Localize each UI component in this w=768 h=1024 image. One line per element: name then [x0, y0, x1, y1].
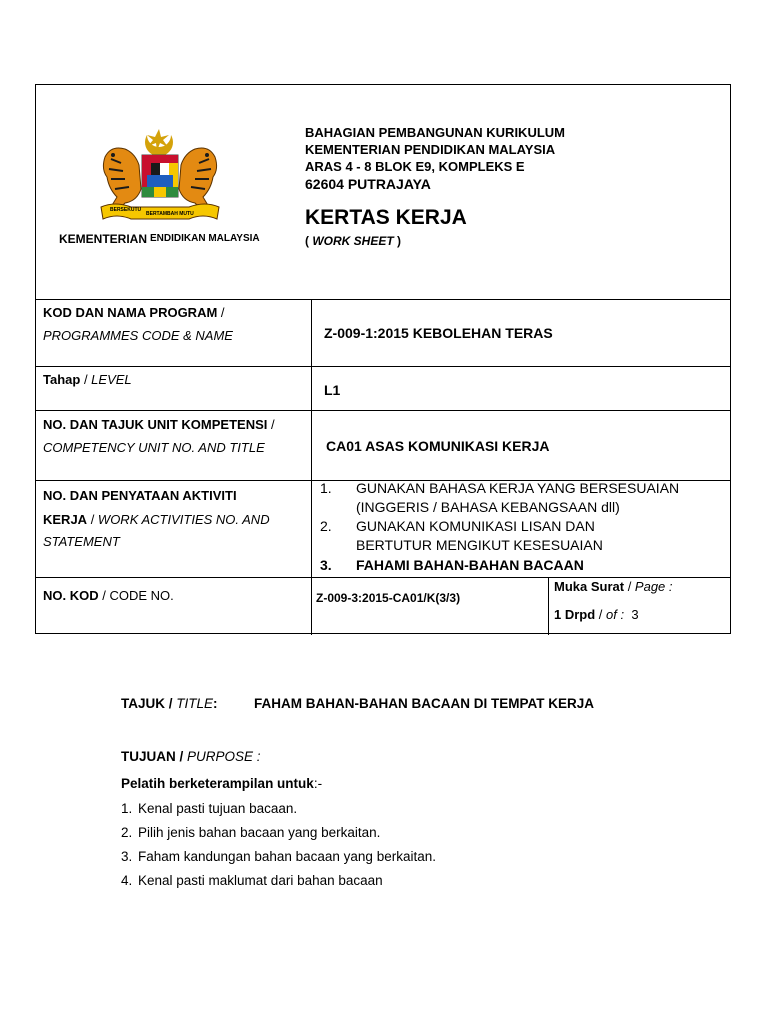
page-label — [554, 580, 673, 593]
label-separator: / — [595, 607, 607, 622]
table-rule — [36, 299, 730, 300]
table-rule — [36, 410, 730, 411]
level-label-ms: Tahap — [43, 372, 81, 387]
program-label-en: PROGRAMMES CODE & NAME — [43, 328, 233, 343]
page-label-en: Page : — [634, 579, 673, 594]
objective-text: Pilih jenis bahan bacaan yang berkaitan. — [138, 825, 381, 840]
label-separator: / — [624, 579, 635, 594]
activity-text: GUNAKAN KOMUNIKASI LISAN DAN — [356, 518, 595, 534]
activities-label-en-2: STATEMENT — [43, 534, 120, 549]
page-count — [554, 608, 639, 621]
subtitle-open: ( — [305, 234, 313, 248]
objective-text: Kenal pasti tujuan bacaan. — [138, 801, 298, 816]
program-label-ms: KOD DAN NAMA PROGRAM — [43, 305, 218, 320]
level-label — [43, 373, 132, 386]
subtitle-text: WORK SHEET — [312, 234, 394, 248]
table-column-divider — [311, 299, 312, 635]
level-value: L1 — [324, 382, 341, 398]
code-value: Z-009-3:2015-CA01/K(3/3) — [316, 591, 461, 605]
logo-motto-left: BERSEKUTU — [110, 207, 142, 213]
objective-number: 4. — [121, 873, 133, 888]
objective-text: Kenal pasti maklumat dari bahan bacaan — [138, 873, 383, 888]
purpose-heading — [121, 750, 261, 764]
purpose-intro — [121, 777, 322, 791]
unit-label — [43, 418, 275, 431]
page-total: 3 — [631, 607, 639, 622]
purpose-label-ms: TUJUAN / — [121, 749, 184, 764]
code-label-en: CODE NO. — [109, 588, 174, 603]
unit-value: CA01 ASAS KOMUNIKASI KERJA — [326, 438, 550, 454]
page-of-ms: Drpd — [561, 607, 596, 622]
address-line: 62604 PUTRAJAYA — [305, 176, 431, 192]
activity-text: GUNAKAN BAHASA KERJA YANG BERSESUAIAN — [356, 480, 680, 496]
objective-text: Faham kandungan bahan bacaan yang berkaitan. — [138, 849, 436, 864]
address-line: BAHAGIAN PEMBANGUNAN KURIKULUM — [305, 125, 565, 140]
worksheet-title: FAHAM BAHAN-BAHAN BACAAN DI TEMPAT KERJA — [254, 696, 594, 711]
program-value: Z-009-1:2015 KEBOLEHAN TERAS — [324, 325, 553, 341]
objective-number: 1. — [121, 801, 133, 816]
activity-number: 1. — [320, 480, 332, 496]
program-label — [43, 306, 225, 319]
ministry-label-part-a: KEMENTERIAN — [59, 232, 148, 246]
purpose-intro-suffix: :- — [313, 776, 323, 791]
page-label-ms: Muka Surat — [554, 579, 625, 594]
label-separator: / — [267, 417, 275, 432]
activity-number: 3. — [320, 557, 332, 573]
document-subtitle — [305, 235, 401, 247]
table-column-divider — [548, 577, 549, 635]
address-line: KEMENTERIAN PENDIDIKAN MALAYSIA — [305, 142, 556, 157]
document-title: KERTAS KERJA — [305, 206, 467, 229]
activities-label-ms-2: KERJA — [43, 512, 88, 527]
page-current: 1 — [554, 607, 562, 622]
activities-label-ms-1: NO. DAN PENYATAAN AKTIVITI — [43, 488, 237, 503]
activity-text: FAHAMI BAHAN-BAHAN BACAAN — [356, 557, 584, 573]
ministry-label-part-b: ENDIDIKAN MALAYSIA — [150, 233, 260, 244]
code-label-ms: NO. KOD — [43, 588, 99, 603]
objective-number: 2. — [121, 825, 133, 840]
label-separator: / — [98, 588, 110, 603]
table-rule — [36, 366, 730, 367]
activity-number: 2. — [320, 518, 332, 534]
unit-label-ms: NO. DAN TAJUK UNIT KOMPETENSI — [43, 417, 268, 432]
logo-motto-right: BERTAMBAH MUTU — [146, 211, 194, 217]
activity-text-cont: BERTUTUR MENGIKUT KESESUAIAN — [356, 537, 603, 553]
purpose-intro-text: Pelatih berketerampilan untuk — [121, 776, 314, 791]
title-line — [121, 697, 218, 711]
activities-label-en-1: WORK ACTIVITIES NO. AND — [97, 512, 270, 527]
title-label-en: TITLE — [176, 696, 214, 711]
objective-number: 3. — [121, 849, 133, 864]
title-colon: : — [213, 696, 218, 711]
activities-label-2 — [43, 513, 270, 526]
activity-text-cont: (INGGERIS / BAHASA KEBANGSAAN dll) — [356, 499, 620, 515]
label-separator: / — [87, 512, 98, 527]
purpose-label-en: PURPOSE : — [187, 749, 261, 764]
address-line: ARAS 4 - 8 BLOK E9, KOMPLEKS E — [305, 159, 525, 174]
page-of-en: of : — [606, 607, 625, 622]
label-separator: / — [217, 305, 225, 320]
table-rule — [36, 577, 730, 578]
unit-label-en: COMPETENCY UNIT NO. AND TITLE — [43, 440, 265, 455]
title-label-ms: TAJUK / — [121, 696, 173, 711]
subtitle-close: ) — [393, 234, 402, 248]
level-label-en: LEVEL — [91, 372, 132, 387]
code-label — [43, 589, 174, 602]
label-separator: / — [80, 372, 92, 387]
